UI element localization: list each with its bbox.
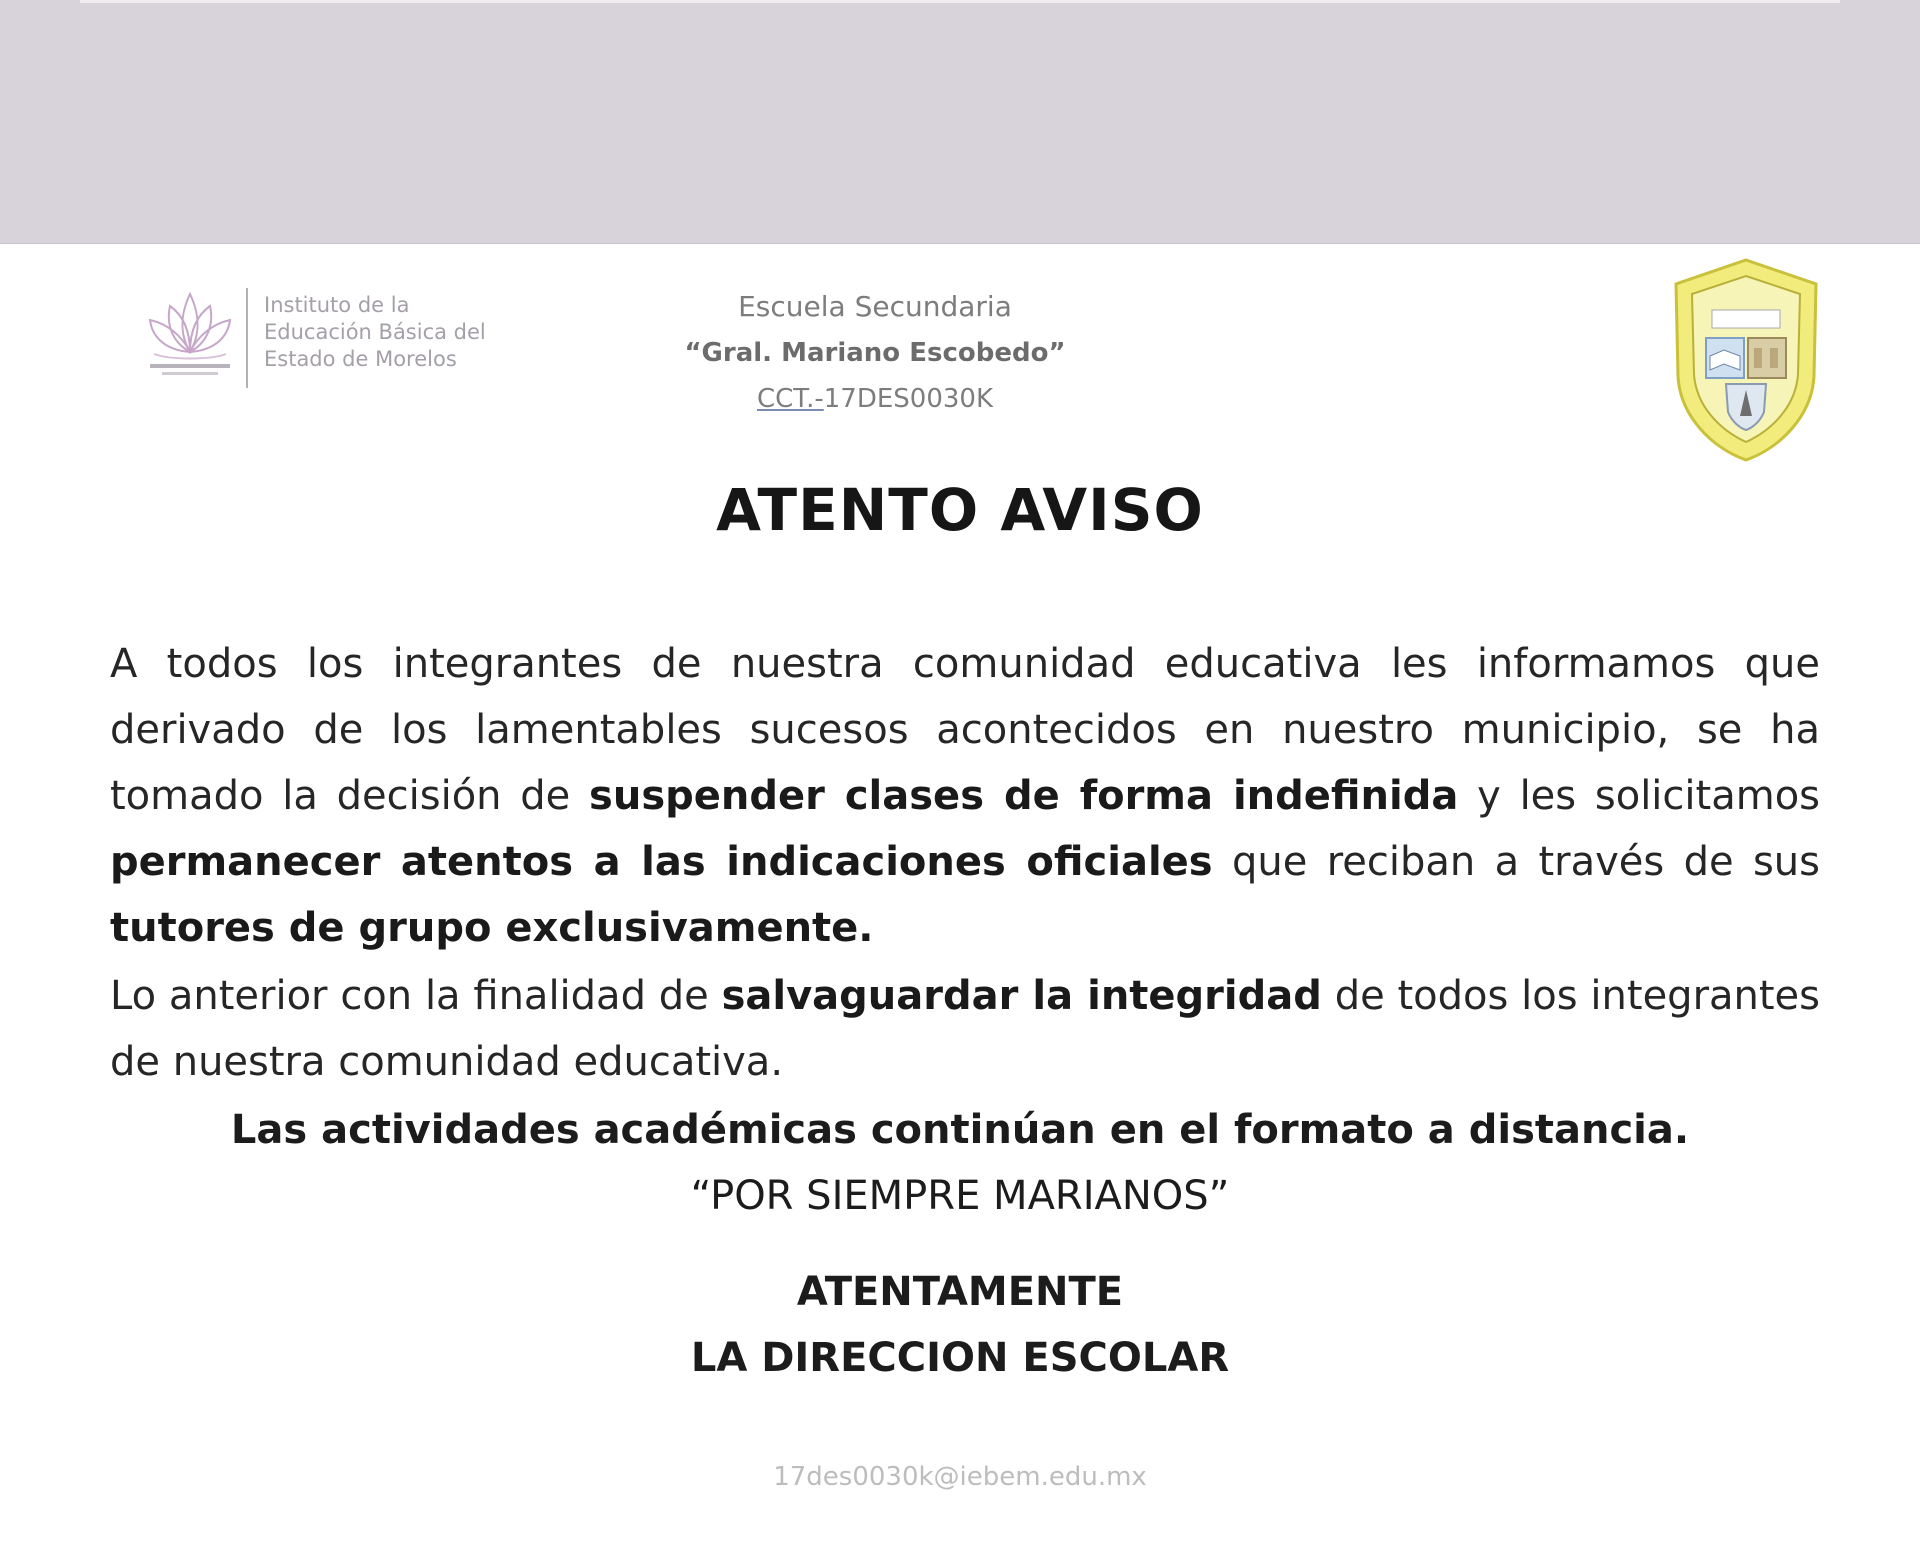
school-cct bbox=[620, 376, 1130, 422]
school-header bbox=[620, 284, 1130, 422]
signature: LA DIRECCION ESCOLAR bbox=[690, 1335, 1230, 1381]
contact-email: 17des0030k@iebem.edu.mx bbox=[773, 1462, 1147, 1492]
paragraph-text: Lo anterior con la finalidad de bbox=[110, 973, 722, 1019]
paragraph-emphasis: permanecer atentos a las indicaciones oficiales bbox=[110, 839, 1213, 885]
institute-name-line: Estado de Morelos bbox=[264, 347, 457, 371]
institute-name-line: Instituto de la bbox=[264, 293, 410, 317]
paragraph-emphasis: salvaguardar la integridad bbox=[721, 973, 1322, 1019]
school-name: “Gral. Mariano Escobedo” bbox=[684, 338, 1066, 368]
notice-title: ATENTO AVISO bbox=[716, 476, 1204, 544]
top-gray-band bbox=[0, 0, 1920, 244]
lotus-flower-icon bbox=[140, 280, 240, 380]
cct-prefix: CCT.- bbox=[756, 384, 824, 414]
school-type: Escuela Secundaria bbox=[738, 290, 1012, 323]
paragraph-emphasis: tutores de grupo exclusivamente. bbox=[110, 905, 874, 951]
notice-paragraph-2 bbox=[110, 963, 1820, 1095]
school-crest-icon bbox=[1668, 256, 1824, 464]
paragraph-text: A todos los integrantes de nuestra comunidad educativa les informamos que derivado de los lamentables sucesos acontecidos en nuestro municipio, se ha tomado la decisión de bbox=[110, 641, 1820, 819]
institute-name bbox=[264, 292, 584, 373]
institute-name-line: Educación Básica del bbox=[264, 320, 486, 344]
paragraph-text: y les solicitamos bbox=[1458, 773, 1821, 819]
logo-divider bbox=[246, 288, 248, 388]
closing-salutation: ATENTAMENTE bbox=[796, 1269, 1124, 1315]
paragraph-emphasis: suspender clases de forma indefinida bbox=[589, 773, 1459, 819]
paragraph-text: de todos los integrantes de nuestra comunidad educativa. bbox=[110, 973, 1821, 1085]
cct-code: 17DES0030K bbox=[823, 384, 994, 414]
activities-statement: Las actividades académicas continúan en el formato a distancia. bbox=[230, 1107, 1690, 1153]
school-motto: “POR SIEMPRE MARIANOS” bbox=[690, 1173, 1230, 1219]
paragraph-text: que reciban a través de sus bbox=[1212, 839, 1821, 885]
notice-paragraph-1 bbox=[110, 631, 1820, 961]
